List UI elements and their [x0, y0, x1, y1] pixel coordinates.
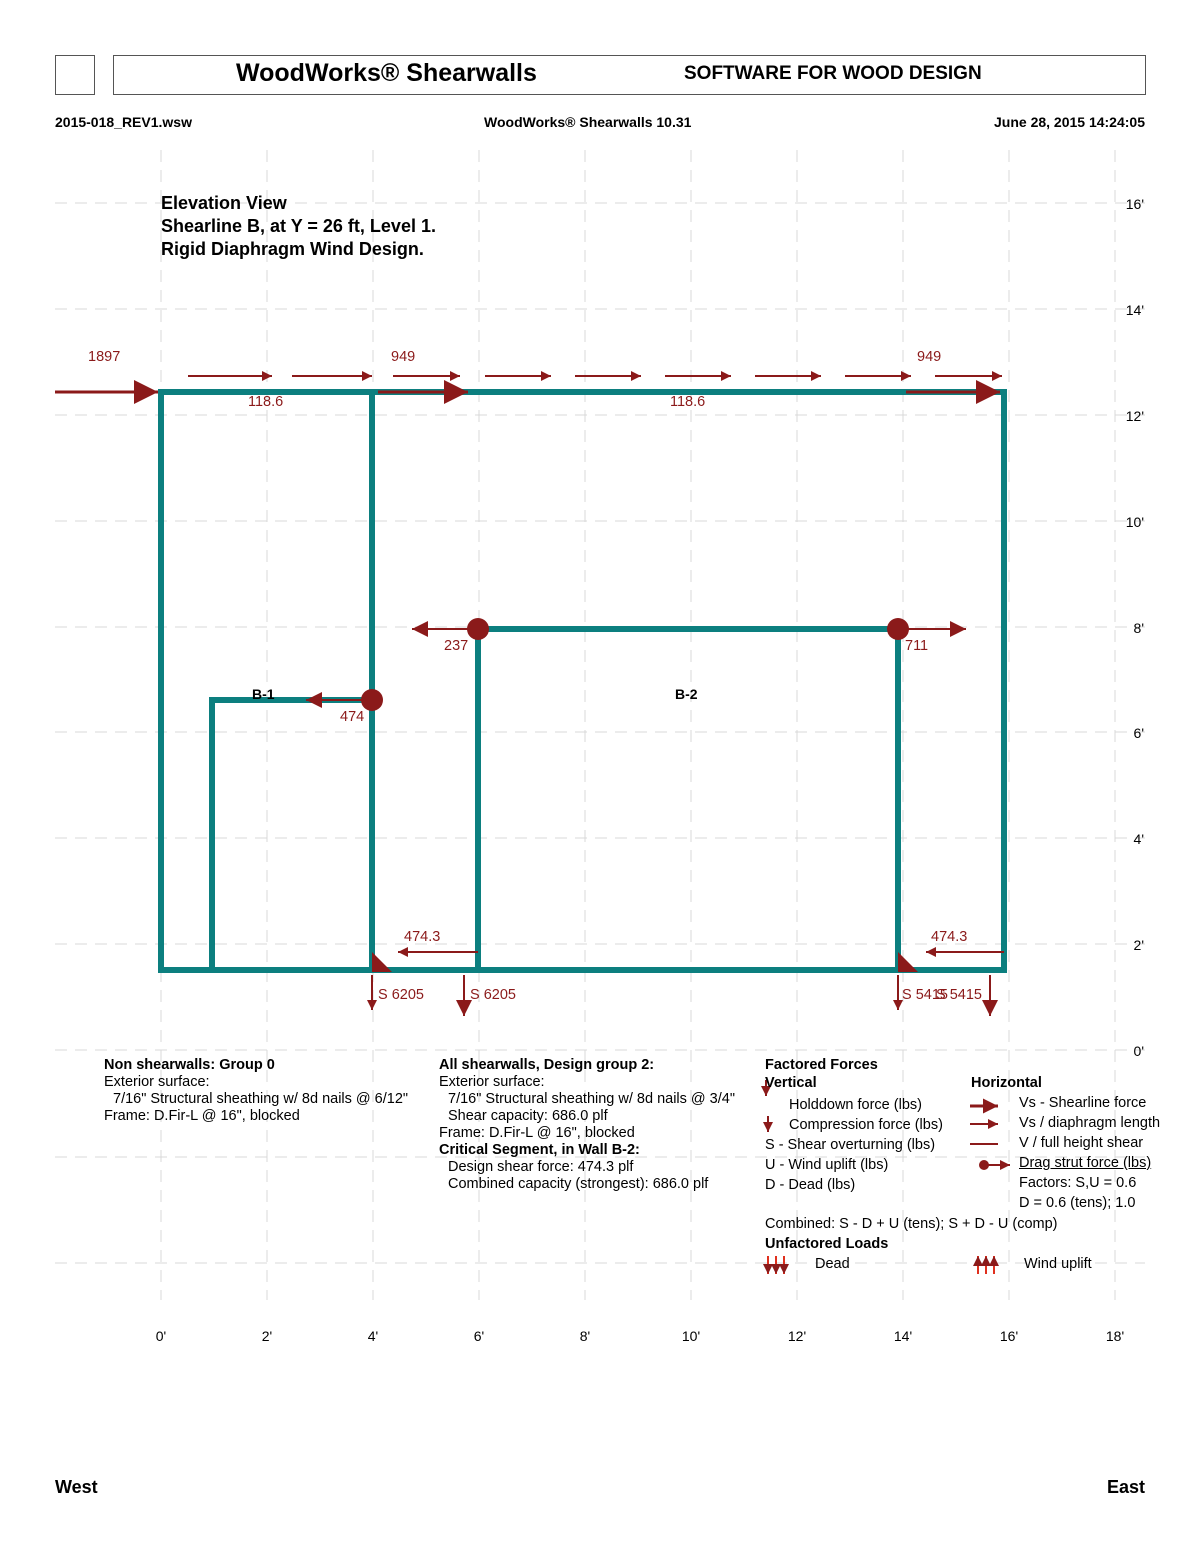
x-tick-label: 10'	[681, 1328, 701, 1344]
notes-line: Frame: D.Fir-L @ 16", blocked	[104, 1108, 300, 1124]
non-shearwalls-notes	[104, 1057, 408, 1125]
legend-horizontal-list	[1019, 1095, 1161, 1205]
product-tagline: SOFTWARE FOR WOOD DESIGN	[684, 63, 982, 84]
holddown-force-label: S 6205	[470, 987, 516, 1003]
shearline-force-label: 1897	[88, 349, 121, 365]
notes-line: 7/16" Structural sheathing w/ 8d nails @ 3/4"	[448, 1091, 735, 1107]
legend-item: Vs - Shearline force	[1019, 1095, 1147, 1111]
notes-line: Shear capacity: 686.0 plf	[448, 1108, 608, 1124]
x-tick-label: 6'	[473, 1328, 485, 1344]
notes-heading: Non shearwalls: Group 0	[104, 1057, 275, 1073]
shearline-outline	[161, 392, 1004, 970]
x-tick-label: 8'	[579, 1328, 591, 1344]
drag-strut-legend-icon	[979, 1160, 989, 1170]
view-title-line: Rigid Diaphragm Wind Design.	[161, 239, 424, 259]
legend-item: Drag strut force (lbs)	[1019, 1155, 1152, 1171]
wall-label-b2: B-2	[675, 686, 698, 702]
legend-item: D - Dead (lbs)	[765, 1177, 856, 1193]
holddown-force-label: S 5415	[936, 987, 982, 1003]
drag-strut-node-b1	[361, 689, 383, 711]
y-tick-label: 8'	[1133, 620, 1144, 636]
legend-item: V / full height shear	[1019, 1135, 1144, 1151]
drag-force-label: 474	[340, 709, 365, 725]
x-tick-label: 12'	[787, 1328, 807, 1344]
view-title-line: Elevation View	[161, 193, 287, 213]
shearwalls-notes	[439, 1057, 735, 1193]
notes-line: Design shear force: 474.3 plf	[448, 1159, 634, 1175]
legend-horizontal-title: Horizontal	[971, 1075, 1042, 1091]
notes-heading: All shearwalls, Design group 2:	[439, 1057, 655, 1073]
notes-heading: Critical Segment, in Wall B-2:	[439, 1142, 640, 1158]
y-tick-label: 16'	[1125, 196, 1144, 212]
diaphragm-force-label: 949	[391, 349, 416, 365]
view-title	[161, 192, 436, 261]
y-tick-label: 0'	[1133, 1043, 1144, 1059]
holddown-marker-1	[372, 952, 392, 972]
y-tick-label: 10'	[1125, 514, 1144, 530]
notes-line: Combined capacity (strongest): 686.0 plf	[448, 1176, 709, 1192]
app-version: WoodWorks® Shearwalls 10.31	[484, 114, 692, 130]
legend-vertical-title: Vertical	[765, 1075, 817, 1091]
legend-wind-uplift-label: Wind uplift	[1024, 1256, 1092, 1272]
holddown-marker-2	[898, 952, 918, 972]
wall-b2-frame	[478, 629, 898, 970]
drag-strut-node-left	[467, 618, 489, 640]
y-tick-label: 2'	[1133, 937, 1144, 953]
y-tick-label: 12'	[1125, 408, 1144, 424]
shear-force-label: 474.3	[404, 929, 441, 945]
legend-item: Holddown force (lbs)	[789, 1097, 922, 1113]
x-tick-label: 2'	[261, 1328, 273, 1344]
legend-combined: Combined: S - D + U (tens); S + D - U (comp)	[765, 1216, 1058, 1232]
report-date: June 28, 2015 14:24:05	[994, 114, 1145, 130]
x-tick-label: 16'	[999, 1328, 1019, 1344]
shear-force-label: 474.3	[931, 929, 968, 945]
legend-factored-title: Factored Forces	[765, 1057, 878, 1073]
drag-force-label: 237	[444, 638, 469, 654]
legend-item: U - Wind uplift (lbs)	[765, 1157, 889, 1173]
y-tick-label: 6'	[1133, 725, 1144, 741]
holddown-force-label: S 5415	[902, 987, 948, 1003]
legend-dead-label: Dead	[815, 1256, 850, 1272]
legend-factors: D = 0.6 (tens); 1.0	[1019, 1195, 1136, 1211]
legend-factors-box	[1019, 1195, 1145, 1215]
x-tick-label: 0'	[155, 1328, 167, 1344]
holddown-force-label: S 6205	[378, 987, 424, 1003]
x-tick-label: 14'	[893, 1328, 913, 1344]
x-tick-label: 4'	[367, 1328, 379, 1344]
y-tick-label: 4'	[1133, 831, 1144, 847]
notes-line: Frame: D.Fir-L @ 16", blocked	[439, 1125, 635, 1141]
drag-strut-node-right	[887, 618, 909, 640]
legend-item: Vs / diaphragm length	[1019, 1115, 1161, 1131]
notes-line: 7/16" Structural sheathing w/ 8d nails @ 6/12"	[113, 1091, 409, 1107]
product-title: WoodWorks® Shearwalls	[236, 59, 537, 87]
x-tick-label: 18'	[1105, 1328, 1125, 1344]
wall-b1-opening	[212, 700, 372, 970]
notes-line: Exterior surface:	[104, 1074, 210, 1090]
legend-item: Compression force (lbs)	[789, 1117, 943, 1133]
direction-east: East	[1106, 1477, 1145, 1497]
file-name: 2015-018_REV1.wsw	[55, 114, 192, 130]
view-title-line: Shearline B, at Y = 26 ft, Level 1.	[161, 216, 436, 236]
legend-item: S - Shear overturning (lbs)	[765, 1137, 936, 1153]
drag-force-label: 711	[905, 638, 929, 654]
diaphragm-force-label: 949	[917, 349, 942, 365]
direction-west: West	[55, 1477, 98, 1497]
y-tick-label: 14'	[1125, 302, 1144, 318]
full-height-shear-label: 118.6	[670, 394, 706, 410]
full-height-shear-label: 118.6	[248, 394, 284, 410]
notes-line: Exterior surface:	[439, 1074, 545, 1090]
wall-label-b1: B-1	[252, 686, 275, 702]
legend-unfactored-title: Unfactored Loads	[765, 1236, 889, 1252]
legend-factors: Factors: S,U = 0.6	[1019, 1175, 1137, 1191]
